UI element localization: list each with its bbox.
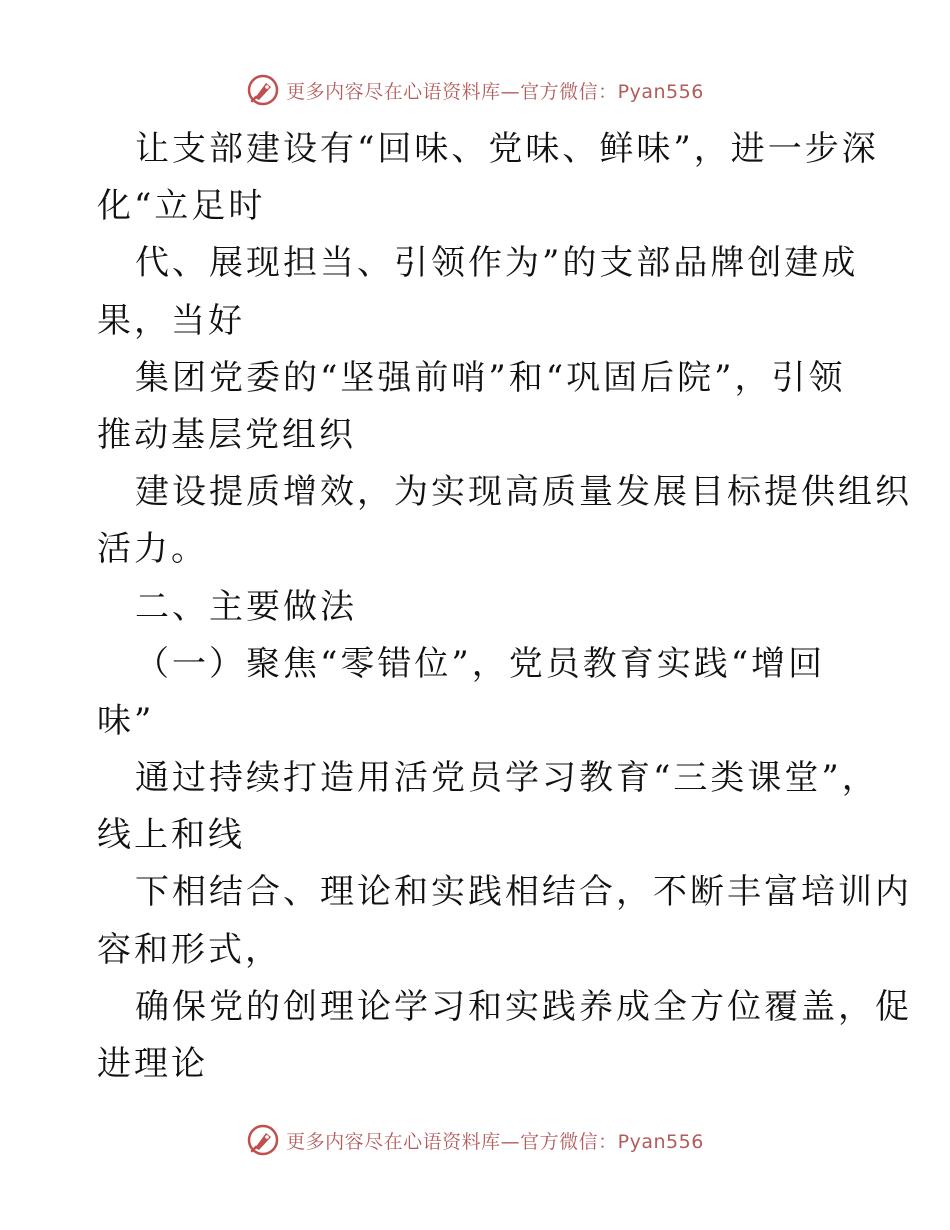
body-line: 进理论	[97, 1044, 208, 1084]
body-line: 确保党的创理论学习和实践养成全方位覆盖，促	[135, 986, 912, 1027]
body-line: 线上和线	[97, 815, 245, 856]
body-line: 集团党委的“坚强前哨”和“巩固后院”，引领	[135, 357, 846, 398]
body-line: 果，当好	[97, 300, 245, 341]
body-line: 味”	[97, 700, 155, 741]
header-watermark-banner	[0, 70, 950, 110]
footer-watermark-banner	[0, 1120, 950, 1160]
body-line: 让支部建设有“回味、党味、鲜味”，进一步深	[135, 129, 879, 169]
body-line: 下相结合、理论和实践相结合，不断丰富培训内	[135, 872, 912, 913]
pen-nib-logo-icon	[246, 1123, 280, 1157]
body-line: 代、展现担当、引领作为”的支部品牌创建成	[135, 243, 859, 284]
body-line: 建设提质增效，为实现高质量发展目标提供组织	[135, 472, 912, 513]
body-line: 通过持续打造用活党员学习教育“三类课堂”，	[135, 758, 879, 799]
body-line: 容和形式，	[97, 929, 282, 970]
body-line: 化“立足时	[97, 186, 266, 227]
subsection-heading: （一）聚焦“零错位”，党员教育实践“增回	[135, 643, 826, 684]
footer-watermark-text: 更多内容尽在心语资料库—官方微信：Pyan556	[286, 1130, 704, 1153]
pen-nib-logo-icon	[246, 73, 280, 107]
document-body	[97, 121, 912, 1093]
header-watermark-text: 更多内容尽在心语资料库—官方微信：Pyan556	[286, 80, 704, 103]
body-line: 活力。	[97, 529, 208, 570]
body-line: 推动基层党组织	[97, 414, 356, 455]
section-heading: 二、主要做法	[135, 586, 357, 627]
